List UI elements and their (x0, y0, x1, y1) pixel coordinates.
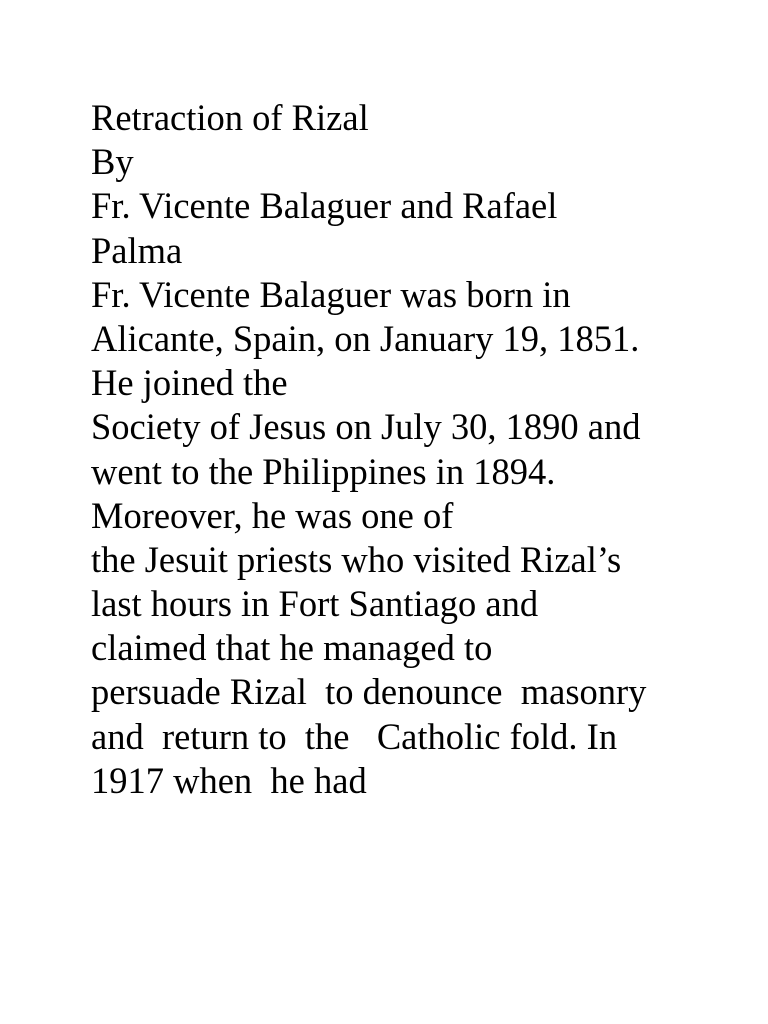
body-line: claimed that he managed to (91, 627, 493, 669)
authors-line-continued: Palma (91, 229, 183, 271)
title-line: Retraction of Rizal (91, 97, 369, 138)
body-line: Alicante, Spain, on January 19, 1851. (91, 317, 640, 359)
body-line: persuade Rizal to denounce masonry (91, 671, 647, 713)
body-line: and return to the Catholic fold. In (91, 715, 618, 757)
body-line: Moreover, he was one of (91, 494, 454, 536)
byline-label: By (91, 141, 134, 183)
body-line: last hours in Fort Santiago and (91, 583, 539, 625)
body-line: 1917 when he had (91, 759, 367, 801)
body-line: went to the Philippines in 1894. (91, 450, 556, 492)
document-text (91, 96, 751, 803)
body-line: Society of Jesus on July 30, 1890 and (91, 406, 641, 448)
authors-line: Fr. Vicente Balaguer and Rafael (91, 185, 558, 227)
body-line: the Jesuit priests who visited Rizal’s (91, 538, 622, 580)
body-line: He joined the (91, 362, 288, 404)
body-line: Fr. Vicente Balaguer was born in (91, 273, 571, 315)
